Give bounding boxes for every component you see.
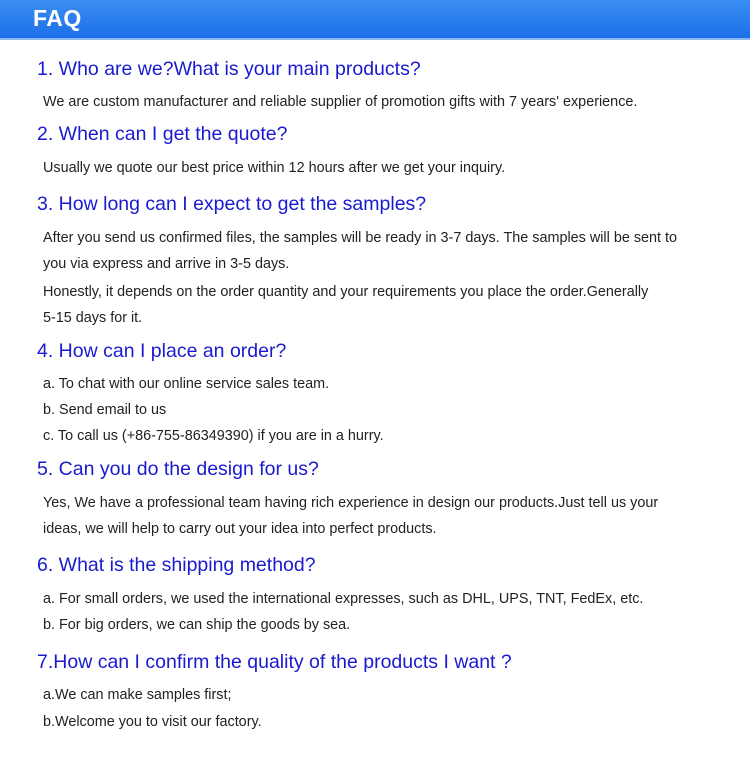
faq-question-3: 3. How long can I expect to get the samples?: [37, 193, 427, 215]
faq-question-6: 6. What is the shipping method?: [37, 554, 316, 576]
faq-answer-3-line-1: After you send us confirmed files, the samples will be ready in 3-7 days. The samples will be sent to: [43, 230, 678, 246]
faq-answer-4-line-3: c. To call us (+86-755-86349390) if you are in a hurry.: [43, 428, 384, 444]
faq-question-1: 1. Who are we?What is your main products?: [37, 58, 421, 80]
faq-answer-7-line-2: b.Welcome you to visit our factory.: [43, 714, 262, 730]
faq-question-5: 5. Can you do the design for us?: [37, 458, 319, 480]
faq-answer-6-line-2: b. For big orders, we can ship the goods by sea.: [43, 617, 351, 633]
faq-answer-1-line-1: We are custom manufacturer and reliable supplier of promotion gifts with 7 years' experience.: [43, 94, 638, 110]
faq-answer-5-line-1: Yes, We have a professional team having rich experience in design our products.Just tell us your: [43, 495, 659, 511]
faq-answer-6-line-1: a. For small orders, we used the international expresses, such as DHL, UPS, TNT, FedEx, etc.: [43, 591, 644, 607]
faq-answer-4-line-1: a. To chat with our online service sales team.: [43, 376, 330, 392]
faq-answer-3-line-3: Honestly, it depends on the order quantity and your requirements you place the order.Generally: [43, 284, 649, 300]
faq-question-2: 2. When can I get the quote?: [37, 123, 288, 145]
faq-answer-4-line-2: b. Send email to us: [43, 402, 167, 418]
header-divider: [0, 38, 750, 40]
faq-answer-7-line-1: a.We can make samples first;: [43, 687, 232, 703]
faq-question-7: 7.How can I confirm the quality of the products I want ?: [37, 651, 512, 673]
page-title: FAQ: [33, 5, 82, 31]
faq-answer-5-line-2: ideas, we will help to carry out your idea into perfect products.: [43, 521, 437, 537]
faq-header: [0, 0, 750, 38]
faq-answer-3-line-2: you via express and arrive in 3-5 days.: [43, 256, 290, 272]
faq-answer-2-line-1: Usually we quote our best price within 12 hours after we get your inquiry.: [43, 160, 506, 176]
faq-answer-3-line-4: 5-15 days for it.: [43, 310, 143, 326]
faq-question-4: 4. How can I place an order?: [37, 340, 287, 362]
